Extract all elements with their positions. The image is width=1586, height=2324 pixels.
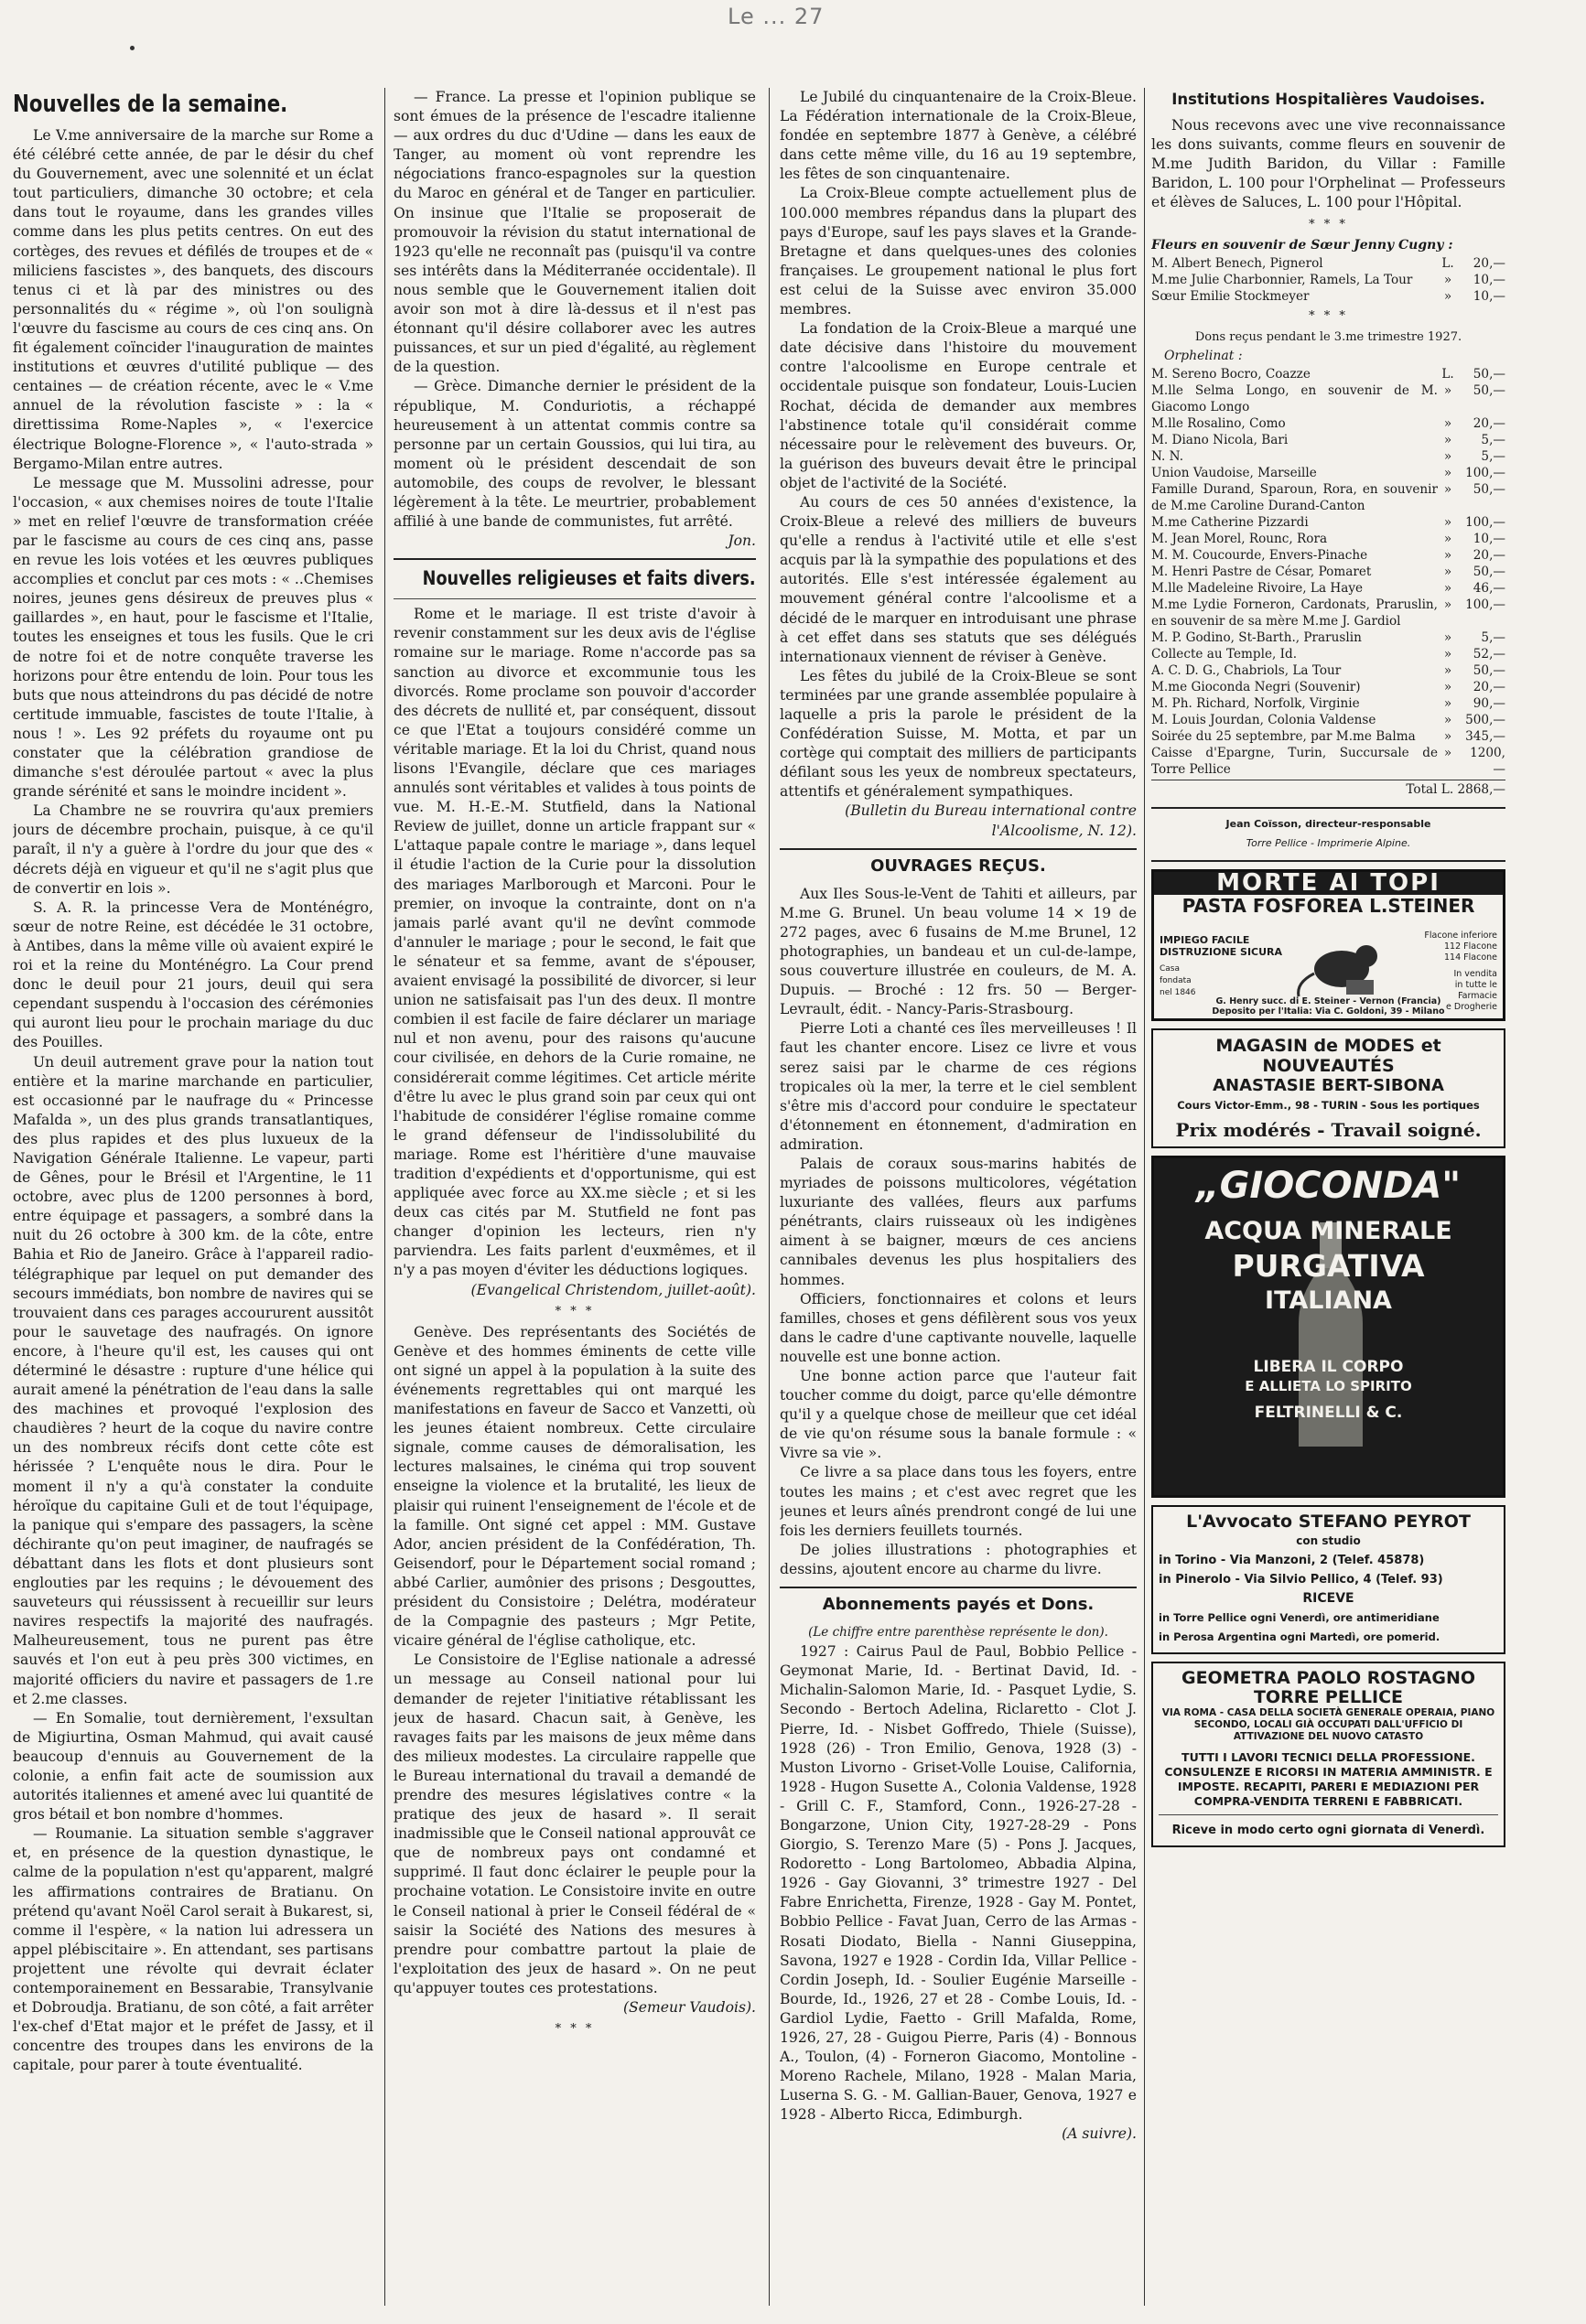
donor-name: M.me Lydie Forneron, Cardonats, Praruslin, en souvenir de sa mère M.me J. Gardiol: [1151, 597, 1438, 629]
paragraph: Le message que M. Mussolini adresse, pour l'occasion, « aux chemises noires de toute l'Italie » met en relief l'œuvre de transformation créée par le fascisme au cours de ces cinq ans, passe en revue les lois votées et les œuvres publiques accomplies et conclut par ces mots : « ..Chemises noires, jeunes gens désireux de preuves plus « gaillardes », en haut, pour le fascisme et l'Italie, toutes les enseignes et tous les fusils. Que le cri de notre foi et de notre conquête traverse les horizons pour être entendu de loin. Pour tous les buts que nous atteindrons du pas décidé de notre certitude immuable, fascistes de toute l'Italie, à nous ! ». Les 92 préfets du royaume ont pu constater que la célébration grandiose de dimanche s'est déroulée partout « avec la plus grande sérénité et sans le moindre incident ».: [13, 474, 373, 801]
donor-mark: »: [1443, 696, 1452, 712]
donor-mark: »: [1443, 433, 1452, 448]
donor-amount: 50,—: [1473, 482, 1505, 498]
paragraph: Rome et le mariage. Il est triste d'avoir à revenir constamment sur les deux avis de l'église romaine sur le mariage. Rome n'accorde pas sa sanction au divorce et excommunie tous les divorcés. Rome proclame son pouvoir d'accorder des décrets de nullité et, par conséquent, dissout ce que l'Etat a toujours considéré comme un véritable mariage. Et la loi du Christ, quand nous lisons l'Evangile, déclare que ces mariages annulés sont véritables et valides à tous points de vue. M. H.-E.-M. Stutfield, dans la National Review de juillet, donne un article frappant sur « L'attaque papale contre le mariage », dans lequel il étudie l'action de la Curie pour la dissolution des mariages Marlborough et Marconi. Pour le premier, on invoque la contrainte, dont on n'a jamais parlé avant qu'il ne devînt commode d'annuler le mariage ; pour le second, le fait que le sénateur et sa femme, avant de s'épouser, avaient envisagé la possibilité de divorcer, si leur union ne satisfaisait pas l'un des deux. Il montre combien il est facile de faire déclarer un mariage nul et non avenu, pour des raisons qu'aucune cour civilisée, en dehors de la Curie romaine, ne considérerait comme légitimes. Cet article mérite d'être lu avec le plus grand soin par ceux qui ont l'habitude de considérer l'église romaine comme le grand défenseur de l'indissolubilité du mariage. Rome est l'héritière d'une mauvaise tradition d'expédients et d'opportunisme, qui est appliquée avec force au XX.me siècle ; et si les deux cas cités par M. Stutfield ne font pas changer d'opinion les lecteurs, rien n'y parviendra. Les faits parlent d'euxmêmes, et il n'y a pas moyen d'éviter les déductions logiques.: [394, 606, 756, 1279]
divider: [1151, 860, 1505, 862]
divider: [1151, 807, 1505, 809]
paragraph: 1927 : Cairus Paul de Paul, Bobbio Pellice - Geymonat Marie, Id. - Bertinat David, Id. - Michalin-Salomon Marie, Id. - Pasquet Lydie, S. Secondo - Bertoch Adelina, Riclaretto - Clot J. Pierre, Id. - Nisbet Goffredo, Thiele (Suisse), 1928 (26) - Tron Emilio, Genova, 1928 (3) - Muston Livorno - Griset-Volle Louise, California, 1928 - Hugon Susette A., Colonia Valdense, 1928 - Grill C. F., Stamford, Conn., 1926-27-28 - Bongarzone, Union City, 1927-28-29 - Pons Giorgio, S. Terenzo Mare (5) - Pons J. Jacques, Rodoretto - Long Bartolomeo, Abbadia Alpina, 1926 - Gay Giovanni, 3° trimestre 1927 - Del Fabre Enrichetta, Firenze, 1928 - Gay M. Pontet, Bobbio Pellice - Favat Juan, Cerro de las Armas - Rosati Diodato, Biella - Nanni Giuseppina, Savona, 1927 e 1928 - Cordin Ida, Villar Pellice - Cordin Joseph, Id. - Soulier Eugénie Marseille - Bourde, Id., 1926, 27 et 28 - Combe Louis, Id. - Gardiol Lydie, Faetto - Grill Mafalda, Rome, 1926, 27, 28 - Guigou Pierre, Paris (4) - Bonnous A., Toulon, (4) - Forneron Giacomo, Montoline - Moreno Rachele, Milano, 1928 - Malan Maria, Luserna S. G. - M. Gallian-Bauer, Genova, 1927 e 1928 - Alberto Ricca, Edimburgh.: [780, 1643, 1137, 2124]
divider: [780, 1587, 1137, 1588]
ad-line: LIBERA IL CORPO: [1253, 1357, 1404, 1376]
ad-line: IMPIEGO FACILE: [1160, 934, 1250, 947]
donor-amount: 5,—: [1481, 433, 1505, 448]
ad-title: MAGASIN de MODES et NOUVEAUTÉS: [1215, 1036, 1441, 1077]
donor-amount: 1200,—: [1470, 746, 1505, 778]
donor-amount: 5,—: [1481, 630, 1505, 646]
ad-name: ANASTASIE BERT-SIBONA: [1213, 1076, 1444, 1096]
paragraph: Le Consistoire de l'Eglise nationale a adressé un message au Conseil national pour lui demander de rejeter l'initiative rétablissant les jeux de hasard. Chacun sait, à Genève, les ravages faits par les maisons de jeux même dans des milieux modestes. La circulaire rappelle que le Bureau international du travail a demandé de prendre des mesures législatives contre « la pratique des jeux de hasard ». Il serait inadmissible que le Conseil national approuvât ce que de nombreux pays ont condamné et supprimé. Il faut donc éclairer le peuple pour la prochaine votation. Le Consistoire invite en outre le Conseil national à prier le Conseil fédéral de « saisir la Société des Nations des mesures à prendre pour combattre partout la plaie de l'exploitation des jeux de hasard ». On ne peut qu'appuyer toutes ces protestations.: [394, 1652, 756, 1996]
donor-name: N. N.: [1151, 449, 1184, 465]
table-row: [1151, 481, 1505, 514]
ad-line: 112 Flacone: [1444, 941, 1497, 952]
table-row: [1151, 564, 1505, 580]
orphelinat-title: Orphelinat :: [1164, 348, 1243, 363]
table-row: [1151, 679, 1505, 695]
column-rule: [769, 88, 770, 2306]
donor-mark: »: [1443, 482, 1452, 498]
ad-line: RICEVE: [1302, 1590, 1354, 1606]
donor-mark: »: [1443, 647, 1452, 662]
director-line: Jean Coïsson, directeur-responsable: [1225, 818, 1431, 831]
ad-gioconda: [1151, 1156, 1505, 1498]
donor-mark: »: [1443, 565, 1452, 580]
donor-amount: 10,—: [1473, 288, 1505, 304]
ad-title: L'Avvocato STEFANO PEYROT: [1186, 1511, 1471, 1532]
table-row: [1151, 662, 1505, 679]
section-title-institutions: Institutions Hospitalières Vaudoises.: [1171, 91, 1485, 108]
table-row: [1151, 580, 1505, 597]
signature: Jon.: [728, 533, 756, 550]
ad-body: TUTTI I LAVORI TECNICI DELLA PROFESSIONE. CONSULENZE E RICORSI IN MATERIA AMMINISTR. E IMPOSTE. RECAPITI, PARERI E MEDIAZIONI PER COMPRA-VENDITA TERRENI E FABBRICATI.: [1164, 1750, 1493, 1809]
paragraph: La fondation de la Croix-Bleue a marqué une date décisive dans l'histoire du mouvement contre l'alcoolisme en Europe centrale et occidentale puisque son fondateur, Louis-Lucien Rochat, décida de demander aux membres l'abstinence totale qu'il considérait comme nécessaire pour le relèvement des buveurs. Or, la guérison des buveurs devait être le principal objet de l'activité de la Société.: [780, 320, 1137, 491]
ad-title: „GIOCONDA": [1195, 1164, 1462, 1207]
column-news-week: [13, 88, 373, 2308]
paragraph: Un deuil autrement grave pour la nation tout entière et la marine marchande en particulier, est occasionné par le naufrage du « Princesse Mafalda », un des plus grands transatlantiques, des plus rapides et des plus luxueux de la Navigation Générale Italienne. Le vapeur, parti de Gênes, pour le Brésil et l'Argentine, le 11 octobre, avec plus de 1200 personnes à bord, entre équipage et passagers, a sombré dans la nuit du 26 octobre à 300 km. de la côte, entre Bahia et Rio de Janeiro. Grâce à l'appareil radio-télégraphique par lequel on put demander des secours immédiats, bon nombre de navires qui se trouvaient dans ces parages accoururent aussitôt pour le sauvetage des naufragés. On ignore encore, à l'heure qu'il est, les causes qui ont déterminé le désastre : rupture d'une hélice qui aurait amené la pénétration de l'eau dans la salle des machines et provoqué l'explosion des chaudières ? heurt de la coque du navire contre un des nombreux récifs dont cette côte est hérissée ? L'enquête nous le dira. Pour le moment il n'y a qu'à constater la conduite héroïque du capitaine Guli et de tout l'équipage, la panique qui s'empare des passagers, la scène déchirante qu'on peut imaginer, de naufragés se débattant dans les flots et dont plusieurs sont englouties par les requins ; le dévouement des sauveteurs qui réussissent à recueillir sur leurs navires respectifs la majorité des naufragés. Malheureusement, tous ne purent pas être sauvés et l'on eut à peu près 300 victimes, en majorité officiers du navire et passagers de 1.re et 2.me classes.: [13, 1053, 373, 1707]
table-row: [1151, 547, 1505, 564]
table-row: [1151, 531, 1505, 547]
donor-amount: 10,—: [1473, 532, 1505, 547]
donor-name: M.lle Madeleine Rivoire, La Haye: [1151, 581, 1364, 597]
donor-name: M.me Gioconda Negri (Souvenir): [1151, 680, 1361, 695]
donor-mark: »: [1443, 272, 1452, 287]
table-row: [1151, 646, 1505, 662]
ad-line: In vendita: [1453, 969, 1497, 980]
donor-amount: 50,—: [1473, 565, 1505, 580]
donor-amount: 100,—: [1465, 466, 1505, 481]
total-row: [1151, 780, 1505, 800]
donor-name: M. Henri Pastre de César, Pomaret: [1151, 565, 1372, 580]
paragraph: La Croix-Bleue compte actuellement plus de 100.000 membres répandus dans la plupart des pays d'Europe, sauf les pays slaves et la Grande-Bretagne et dans quelques-unes des colonies françaises. Le groupement national le plus fort est celui de la Suisse avec environ 35.000 membres.: [780, 185, 1137, 318]
donor-amount: 20,—: [1473, 416, 1505, 432]
donor-amount: 50,—: [1473, 383, 1505, 399]
table-row: [1151, 728, 1505, 745]
table-row: [1151, 695, 1505, 712]
citation: (Semeur Vaudois).: [622, 1999, 756, 2016]
top-annotation: Le ... 27: [728, 4, 825, 29]
donor-name: M. Jean Morel, Rounc, Rora: [1151, 532, 1328, 547]
donor-name: Sœur Emilie Stockmeyer: [1151, 288, 1310, 304]
donor-name: M. P. Godino, St-Barth., Praruslin: [1151, 630, 1362, 646]
donor-mark: L.: [1441, 367, 1454, 382]
donor-mark: »: [1443, 532, 1452, 547]
rat-illustration-icon: [1291, 932, 1392, 998]
ad-line: G. Henry succ. di E. Steiner - Vernon (Francia): [1215, 996, 1441, 1007]
donor-amount: 10,—: [1473, 272, 1505, 287]
donor-amount: 50,—: [1473, 367, 1505, 382]
donor-amount: 20,—: [1473, 548, 1505, 564]
paragraph: Palais de coraux sous-marins habités de myriades de poissons multicolores, végétation luxuriante des vallées, fleurs aux parfums pénétrants, clairs ruisseaux où les indigènes aiment à se baigner, mœurs de ces anciens cannibales devenus les plus hospitaliers des hommes.: [780, 1155, 1137, 1288]
divider: [394, 598, 756, 599]
table-row: [1151, 465, 1505, 481]
paragraph: Ce livre a sa place dans tous les foyers, entre toutes les mains ; et c'est avec regret que les jeunes et leurs aînés prendront congé de lui une fois les derniers feuillets tournés.: [780, 1464, 1137, 1539]
donor-mark: »: [1443, 746, 1452, 761]
paragraph: S. A. R. la princesse Vera de Monténégro, sœur de notre Reine, est décédée le 31 octobre, à Antibes, dans la même ville où avaient expiré le roi et la reine du Monténégro. La Cour prend donc le deuil pour 21 jours, deuil qui sera cependant suspendu à l'occasion des cérémonies qui auront lieu pour le prochain mariage du duc des Pouilles.: [13, 898, 373, 1051]
ad-line: in Pinerolo - Via Silvio Pellico, 4 (Telef. 93): [1159, 1572, 1443, 1587]
ad-line: Deposito per l'Italia: Via C. Goldoni, 39 - Milano: [1212, 1006, 1445, 1017]
ad-title: MORTE AI TOPI: [1154, 872, 1503, 895]
donor-name: M. Albert Benech, Pignerol: [1151, 255, 1323, 271]
ad-geometra-rostagno: [1151, 1662, 1505, 1847]
column-foreign-religious: [394, 88, 756, 2308]
donor-amount: 90,—: [1473, 696, 1505, 712]
donor-name: M.me Julie Charbonnier, Ramels, La Tour: [1151, 272, 1413, 287]
ad-line: Casa: [1160, 964, 1181, 974]
table-row: [1151, 514, 1505, 531]
donor-mark: »: [1443, 515, 1452, 531]
ad-foot: Riceve in modo certo ogni giornata di Venerdì.: [1171, 1824, 1485, 1838]
ad-line: in Torre Pellice ogni Venerdì, ore antimeridiane: [1159, 1610, 1440, 1624]
table-row: [1151, 629, 1505, 646]
paragraph: Genève. Des représentants des Sociétés de Genève et des hommes éminents de cette ville ont signé un appel à la population à la suite des événements regrettables qui ont marqué les manifestations en faveur de Sacco et Vanzetti, où les jeunes étaient nombreux. Cette circulaire signale, comme causes de démoralisation, les lectures malsaines, le cinéma qui trop souvent enseigne la violence et la brutalité, les lieux de plaisir qui ruinent l'enseignement de l'école et de la famille. Ont signé cet appel : MM. Gustave Ador, ancien président de la Confédération, Th. Geisendorf, pour le Département social romand ; abbé Carlier, aumônier des prisons ; Desgouttes, président du Consistoire ; Delétra, modérateur de la Compagnie des pasteurs ; Mgr Petite, vicaire général de l'église catholique, etc.: [394, 1323, 756, 1650]
table-row: [1151, 432, 1505, 448]
table-row: [1151, 415, 1505, 432]
paragraph: De jolies illustrations : photographies et dessins, ajoutent encore au charme du livre.: [780, 1541, 1137, 1577]
donor-amount: 345,—: [1465, 729, 1505, 745]
donor-name: M. Sereno Bocro, Coazze: [1151, 367, 1311, 382]
ad-line: ITALIANA: [1265, 1286, 1392, 1315]
paragraph: Au cours de ces 50 années d'existence, la Croix-Bleue a relevé des milliers de buveurs qu'elle a rendus à l'activité utile et elle s'est acquis par là la sympathie des populations et des autorités. Elle s'est intéressée également au mouvement général contre l'alcoolisme et a décidé de le marquer en introduisant une phrase à cet effet dans ses statuts que ses délégués internationaux viennent de réviser à Genève.: [780, 493, 1137, 665]
column-rule: [384, 88, 385, 2306]
section-title-religious: Nouvelles religieuses et faits divers.: [422, 567, 756, 590]
donor-amount: 100,—: [1465, 515, 1505, 531]
ad-line: in tutte le: [1454, 980, 1497, 991]
paragraph: Le V.me anniversaire de la marche sur Rome a été célébré cette année, de par le désir du chef du Gouvernement, avec une solennité et un éclat tout particuliers, dimanche 30 octobre; et cela dans tout le royaume, dans les grandes villes comme dans les plus petits centres. On eut des cortèges, des revues et défilés de troupes et de « miliciens fascistes », des banquets, des discours tenus ci et là par des ministres ou des personnalités du « régime », où l'on soulignà l'œuvre du fascisme au cours de ces cinq ans. On fit également coïncider l'inauguration de maintes institutions et œuvres d'utilité publique — des centaines — de création récente, avec le « V.me annuel de la révolution fasciste » : la « direttissima Rome-Naples », « l'exercice électrique Bologne-Florence », « l'auto-strada » Bergamo-Milan entre autres.: [13, 127, 373, 472]
paragraph: Le Jubilé du cinquantenaire de la Croix-Bleue. La Fédération internationale de la Croix-Bleue, fondée en septembre 1877 à Genève, a célébré dans cette même ville, du 16 au 19 septembre, les fêtes de son cinquantenaire.: [780, 89, 1137, 183]
donor-mark: »: [1443, 581, 1452, 597]
ad-avvocato-peyrot: [1151, 1505, 1505, 1655]
donor-mark: »: [1443, 288, 1452, 304]
donor-mark: »: [1443, 630, 1452, 646]
dons-title: Dons reçus pendant le 3.me trimestre 1927.: [1194, 329, 1462, 344]
paragraph: Pierre Loti a chanté ces îles merveilleuses ! Il faut les chanter encore. Lisez ce livre et vous serez saisi par le charme de ces régions tropicales où la mer, la terre et le ciel semblent s'être mis d'accord pour conduire le spectateur d'étonnement en étonnement, d'admiration en admiration.: [780, 1020, 1137, 1153]
ad-line: fondata: [1160, 976, 1192, 986]
to-be-continued: (A suivre).: [1062, 2125, 1137, 2143]
ad-magasin-modes: [1151, 1028, 1505, 1147]
table-row: [1151, 712, 1505, 728]
donor-name: M. Diano Nicola, Bari: [1151, 433, 1289, 448]
ad-city: TORRE PELLICE: [1253, 1687, 1404, 1708]
table-row: [1151, 745, 1505, 778]
donor-mark: »: [1443, 449, 1452, 465]
paragraph: Aux Iles Sous-le-Vent de Tahiti et ailleurs, par M.me G. Brunel. Un beau volume 14 × 19 de 272 pages, avec 6 fusains de M.me Brunel, 12 photographies, un bandeau et un cul-de-lampe, sous couverture illustrée en couleurs, de M. A. Dupuis. — Broché : 12 frs. 50 — Berger-Levrault, édit. - Nancy-Paris-Strasbourg.: [780, 885, 1137, 1018]
donor-mark: L.: [1441, 255, 1454, 271]
donor-mark: »: [1443, 416, 1452, 432]
ad-brand: PASTA FOSFOREA L.STEINER: [1181, 895, 1475, 918]
donor-name: A. C. D. G., Chabriols, La Tour: [1151, 663, 1342, 679]
divider: [780, 848, 1137, 850]
total-label: Total L.: [1406, 782, 1454, 798]
donor-amount: 52,—: [1473, 647, 1505, 662]
separator-stars: * * *: [1309, 217, 1348, 231]
ad-address: VIA ROMA - CASA DELLA SOCIETÀ GENERALE OPERAIA, PIANO SECONDO, LOCALI GIÀ OCCUPATI DALL'UFFICIO DI ATTIVAZIONE DEL NUOVO CATASTO: [1161, 1707, 1495, 1743]
ad-line: DISTRUZIONE SICURA: [1160, 946, 1283, 959]
ad-title: GEOMETRA PAOLO ROSTAGNO: [1181, 1668, 1476, 1689]
ad-line: PURGATIVA: [1232, 1247, 1425, 1284]
ad-line: nel 1846: [1160, 988, 1196, 998]
table-row: [1151, 382, 1505, 415]
donor-amount: 46,—: [1473, 581, 1505, 597]
paragraph: — Roumanie. La situation semble s'aggraver et, en présence de la question dynastique, le calme de la population n'est qu'apparent, malgré les affirmations contraires de Bratianu. On prétend qu'avant Noël Carol serait à Bukarest, si, comme il l'espère, « la nation lui adressera un appel plébiscitaire ». En attendant, ses partisans projettent une révolte qui devrait éclater contemporainement en Bessarabie, Transylvanie et Dobroudja. Bratianu, de son côté, a fait arrêter l'ex-chef d'Etat major et le préfet de Jassy, et il concentre des troupes dans les environs de la capitale, pour parer à toute éventualité.: [13, 1825, 373, 2074]
printer-line: Torre Pellice - Imprimerie Alpine.: [1246, 837, 1411, 850]
donor-name: Caisse d'Epargne, Turin, Succursale de Torre Pellice: [1151, 746, 1438, 778]
paragraph: La Chambre ne se rouvrira qu'aux premiers jours de décembre prochain, puisque, à ce qu'il paraît, il n'y a guère à l'ordre du jour que des « décrets déjà en vigueur et qu'il ne s'agit plus que de convertir en lois ».: [13, 802, 373, 897]
ad-line: Flacone inferiore: [1424, 931, 1497, 941]
ad-line: e Drogherie: [1446, 1002, 1497, 1013]
table-row: [1151, 255, 1505, 272]
paragraph: — En Somalie, tout dernièrement, l'exsultan de Migiurtina, Osman Mahmud, qui avait causé beaucoup d'ennuis au Gouvernement de la colonie, a enfin fait acte de soumission aux autorités italiennes et amené avec lui quantité de gros bétail et bon nombre d'hommes.: [13, 1709, 373, 1824]
fleurs-table: [1151, 255, 1505, 305]
separator-stars: * * *: [555, 1304, 595, 1318]
paragraph: Une bonne action parce que l'auteur fait toucher comme du doigt, parce qu'elle démontre qu'il y a quelque chose de meilleur que cet idéal de vie qu'on résume sous la banale formule : « Vivre sa vie ».: [780, 1368, 1137, 1462]
donor-mark: »: [1443, 466, 1452, 481]
citation: (Evangelical Christendom, juillet-août).: [470, 1281, 756, 1298]
donor-mark: »: [1443, 713, 1452, 728]
ad-line: E ALLIETA LO SPIRITO: [1245, 1377, 1412, 1394]
column-institutions-ads: [1151, 88, 1505, 2308]
table-row: [1151, 366, 1505, 382]
donor-amount: 50,—: [1473, 663, 1505, 679]
donor-name: M.lle Selma Longo, en souvenir de M. Giacomo Longo: [1151, 383, 1438, 415]
divider: [394, 558, 756, 560]
donor-mark: »: [1443, 663, 1452, 679]
donor-name: Union Vaudoise, Marseille: [1151, 466, 1317, 481]
citation: (Bulletin du Bureau international contre l'Alcoolisme, N. 12).: [845, 802, 1137, 839]
donor-mark: »: [1443, 729, 1452, 745]
section-title-books: OUVRAGES REÇUS.: [870, 855, 1046, 876]
separator-stars: * * *: [555, 2022, 595, 2037]
column-rule: [1144, 88, 1145, 2306]
ad-line: in Perosa Argentina ogni Martedì, ore pomerid.: [1159, 1630, 1440, 1644]
paragraph: Officiers, fonctionnaires et colons et leurs familles, choses et gens défilèrent sous vos yeux dans le cadre d'une captivante nouvelle, laquelle nouvelle est une bonne action.: [780, 1290, 1137, 1365]
column-croix-bleue-books: [780, 88, 1137, 2308]
donor-name: Soirée du 25 septembre, par M.me Balma: [1151, 729, 1416, 745]
donor-name: Famille Durand, Sparoun, Rora, en souvenir de M.me Caroline Durand-Canton: [1151, 482, 1438, 514]
divider: [1159, 1814, 1498, 1815]
donor-amount: 20,—: [1473, 255, 1505, 271]
donor-name: M.me Catherine Pizzardi: [1151, 515, 1309, 531]
subscriptions-note: (Le chiffre entre parenthèse représente le don).: [808, 1625, 1108, 1641]
ad-morte-ai-topi: [1151, 869, 1505, 1021]
ad-line: in Torino - Via Manzoni, 2 (Telef. 45878): [1159, 1553, 1425, 1567]
donor-name: Collecte au Temple, Id.: [1151, 647, 1298, 662]
ad-address: Cours Victor-Emm., 98 - TURIN - Sous les portiques: [1177, 1099, 1480, 1113]
section-title-news-week: Nouvelles de la semaine.: [13, 91, 288, 118]
donor-mark: »: [1443, 548, 1452, 564]
donor-name: M. M. Coucourde, Envers-Pinache: [1151, 548, 1368, 564]
dons-table: [1151, 366, 1505, 778]
donor-name: M.lle Rosalino, Como: [1151, 416, 1286, 432]
ad-line: ACQUA MINERALE: [1204, 1216, 1452, 1245]
separator-stars: * * *: [1309, 308, 1348, 323]
paragraph: — France. La presse et l'opinion publique se sont émues de la présence de l'escadre italienne — aux ordres du duc d'Udine — dans les eaux de Tanger, au moment où vont reprendre les négociations franco-espagnoles sur la question du Maroc en général et de Tanger en particulier. On insinue que l'Italie se proposerait de promouvoir la révision du statut international de 1923 qu'elle ne reconnaît pas (puisqu'il va contre ses intérêts dans la Méditerranée occidentale). Il nous semble que le Gouvernement italien doit avoir son mot à dire là-dessus et il n'est pas étonnant qu'il désire collaborer avec les autres puissances, et sur un pied d'égalité, au règlement de la question.: [394, 89, 756, 376]
donor-name: M. Ph. Richard, Norfolk, Virginie: [1151, 696, 1360, 712]
donor-mark: »: [1443, 597, 1452, 613]
donor-mark: »: [1443, 680, 1452, 695]
ad-slogan: Prix modérés - Travail soigné.: [1175, 1119, 1482, 1142]
ad-maker: FELTRINELLI & C.: [1254, 1403, 1403, 1422]
table-row: [1151, 272, 1505, 288]
page-dot: [130, 46, 135, 50]
donor-name: M. Louis Jourdan, Colonia Valdense: [1151, 713, 1376, 728]
section-title-subscriptions: Abonnements payés et Dons.: [822, 1595, 1095, 1615]
table-row: [1151, 597, 1505, 629]
table-row: [1151, 448, 1505, 465]
paragraph: — Grèce. Dimanche dernier le président de la république, M. Conduriotis, a réchappé heureusement à un attentat commis contre sa personne par un certain Goussios, qui lui tira, au moment où le président descendait de son automobile, des coups de revolver, le blessant légèrement à la tête. Le meurtrier, probablement affilié à une bande de communistes, fut arrêté.: [394, 378, 756, 531]
donor-mark: »: [1443, 383, 1452, 399]
paragraph: Les fêtes du jubilé de la Croix-Bleue se sont terminées par une grande assemblée populaire à laquelle a pris la parole le président de la Confédération Suisse, M. Motta, et par un cortège qui comptait des milliers de participants défilant sous les yeux de nombreux spectateurs, attentifs et généralement sympathiques.: [780, 667, 1137, 801]
donor-amount: 500,—: [1465, 713, 1505, 728]
donor-amount: 5,—: [1481, 449, 1505, 465]
donor-amount: 100,—: [1465, 597, 1505, 613]
total-amount: 2868,—: [1457, 782, 1505, 798]
ad-line: 114 Flacone: [1444, 952, 1497, 963]
table-row: [1151, 288, 1505, 305]
fleurs-title: Fleurs en souvenir de Sœur Jenny Cugny :: [1151, 237, 1453, 253]
ad-line: con studio: [1296, 1533, 1361, 1547]
ad-line: Farmacie: [1458, 991, 1497, 1002]
donor-amount: 20,—: [1473, 680, 1505, 695]
paragraph: Nous recevons avec une vive reconnaissance les dons suivants, comme fleurs en souvenir de M.me Judith Baridon, du Villar : Famille Baridon, L. 100 pour l'Orphelinat — Professeurs et élèves de Saluces, L. 100 pour l'Hôpital.: [1151, 117, 1505, 211]
